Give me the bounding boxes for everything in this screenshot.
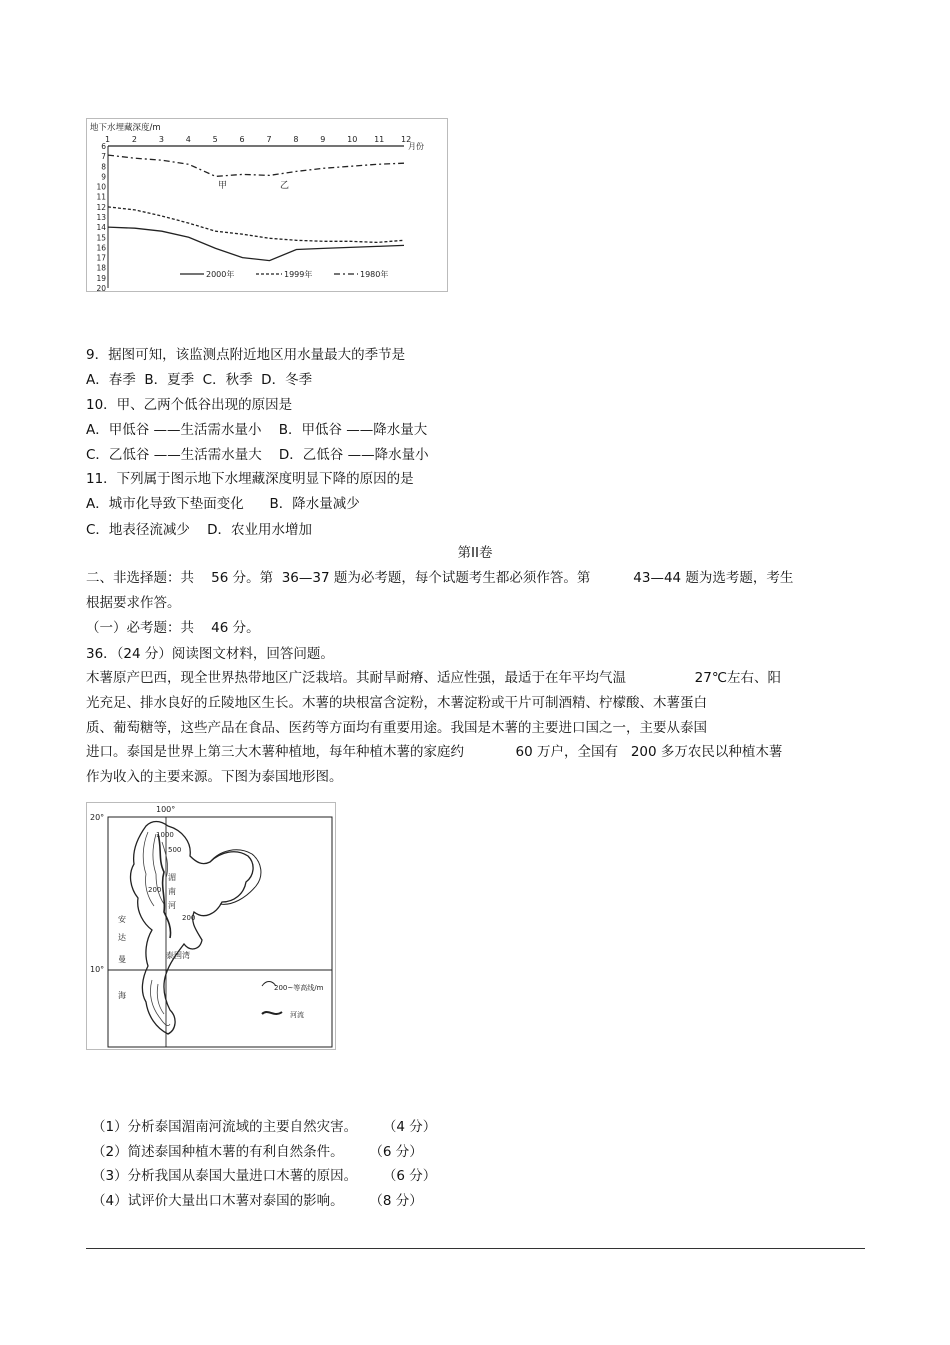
x-tick-label: 1 [105, 135, 111, 144]
y-tick-label: 8 [101, 162, 106, 172]
lat-10: 10° [90, 965, 105, 974]
sub-question-2: （2）简述泰国种植木薯的有利自然条件。 （6 分） [92, 1144, 423, 1160]
contour-500: 500 [168, 846, 182, 854]
y-tick-label: 15 [96, 233, 106, 243]
legend-2000: 2000年 [206, 270, 235, 279]
question-11-options-ab: A．城市化导致下垫面变化 B．降水量减少 [86, 496, 360, 512]
material-paragraph-1: 木薯原产巴西，现全世界热带地区广泛栽培。其耐旱耐瘠、适应性强，最适于在年平均气温 27℃左右、阳 [86, 670, 781, 686]
chart-ylabel: 地下水埋藏深度/m [90, 123, 161, 133]
y-tick-label: 10 [96, 182, 106, 192]
x-tick-label: 7 [266, 135, 272, 144]
label-an: 安 [118, 915, 126, 924]
label-mei: 湄 [168, 873, 176, 882]
label-man: 曼 [118, 955, 126, 964]
y-tick-label: 11 [96, 192, 106, 202]
y-tick-label: 13 [96, 213, 106, 222]
y-tick-label: 9 [101, 172, 106, 182]
label-da: 达 [118, 933, 126, 942]
material-paragraph-3: 质、葡萄糖等，这些产品在食品、医药等方面均有重要用途。我国是木薯的主要进口国之一，主要从泰国 [86, 720, 707, 736]
legend-1999: 1999年 [284, 270, 313, 279]
x-tick-label: 2 [131, 135, 138, 144]
contour-1000: 1000 [156, 831, 174, 839]
thailand-topographic-map [86, 802, 336, 1050]
contour-200-b: 200 [182, 914, 196, 922]
part-2-instructions-2: 根据要求作答。 [86, 595, 181, 611]
label-hai: 海 [118, 991, 126, 1000]
label-he: 河 [168, 901, 176, 910]
y-tick-label: 12 [96, 202, 106, 212]
question-10-options-ab: A．甲低谷 ——生活需水量小 B．甲低谷 ——降水量大 [86, 422, 428, 438]
x-tick-label: 10 [347, 135, 358, 144]
question-9-options: A．春季 B．夏季 C．秋季 D．冬季 [86, 372, 313, 388]
lat-20: 20° [90, 813, 105, 822]
legend-contour: 200~等高线/m [274, 984, 324, 992]
y-tick-label: 6 [101, 142, 106, 151]
sub-question-1: （1）分析泰国湄南河流域的主要自然灾害。 （4 分） [92, 1119, 437, 1135]
sub-question-3: （3）分析我国从泰国大量进口木薯的原因。 （6 分） [92, 1168, 437, 1184]
part-2-title: 第II卷 [457, 545, 493, 561]
x-tick-label: 11 [374, 135, 385, 144]
groundwater-depth-chart [86, 118, 448, 292]
y-tick-label: 14 [96, 223, 106, 233]
y-tick-label: 18 [96, 263, 106, 273]
question-11: 11．下列属于图示地下水埋藏深度明显下降的原因的是 [86, 471, 414, 487]
x-tick-label: 12 [401, 135, 412, 144]
question-36: 36．（24 分）阅读图文材料，回答问题。 [86, 646, 334, 662]
annotation-jia: 甲 [218, 181, 228, 191]
question-9: 9．据图可知，该监测点附近地区用水量最大的季节是 [86, 347, 406, 363]
y-tick-label: 16 [96, 243, 106, 253]
y-tick-label: 20 [96, 284, 106, 292]
material-paragraph-2: 光充足、排水良好的丘陵地区生长。木薯的块根富含淀粉，木薯淀粉或干片可制酒精、柠檬酸、木薯蛋白 [86, 695, 707, 711]
label-nan: 南 [168, 887, 176, 896]
material-paragraph-5: 作为收入的主要来源。下图为泰国地形图。 [86, 769, 343, 785]
x-tick-label: 4 [185, 135, 191, 144]
x-tick-label: 9 [320, 135, 326, 144]
chart-xlabel: 月份 [408, 142, 424, 151]
legend-1980: 1980年 [360, 270, 389, 279]
required-section-heading: （一）必考题：共 46 分。 [86, 620, 260, 636]
contour-200-a: 200 [148, 886, 162, 894]
y-tick-label: 7 [101, 152, 106, 162]
sub-question-4: （4）试评价大量出口木薯对泰国的影响。 （8 分） [92, 1193, 423, 1209]
x-tick-label: 3 [158, 135, 164, 144]
part-2-instructions-1: 二、非选择题：共 56 分。第 36—37 题为必考题，每个试题考生都必须作答。第 43—44 题为选考题，考生 [86, 570, 794, 586]
x-tick-label: 8 [293, 135, 299, 144]
y-tick-label: 19 [96, 273, 106, 283]
legend-river: 河流 [290, 1011, 304, 1019]
x-tick-label: 5 [212, 135, 218, 144]
material-paragraph-4: 进口。泰国是世界上第三大木薯种植地，每年种植木薯的家庭约 60 万户，全国有 200 多万农民以种植木薯 [86, 744, 783, 760]
label-gulf-of-thailand: 泰国湾 [166, 951, 190, 960]
annotation-yi: 乙 [280, 181, 290, 191]
x-tick-label: 6 [239, 135, 245, 144]
lon-100: 100° [156, 805, 176, 814]
y-tick-label: 17 [96, 253, 106, 263]
footer-divider [86, 1248, 865, 1249]
question-11-options-cd: C．地表径流减少 D．农业用水增加 [86, 522, 312, 538]
question-10-options-cd: C．乙低谷 ——生活需水量大 D．乙低谷 ——降水量小 [86, 447, 429, 463]
question-10: 10．甲、乙两个低谷出现的原因是 [86, 397, 293, 413]
